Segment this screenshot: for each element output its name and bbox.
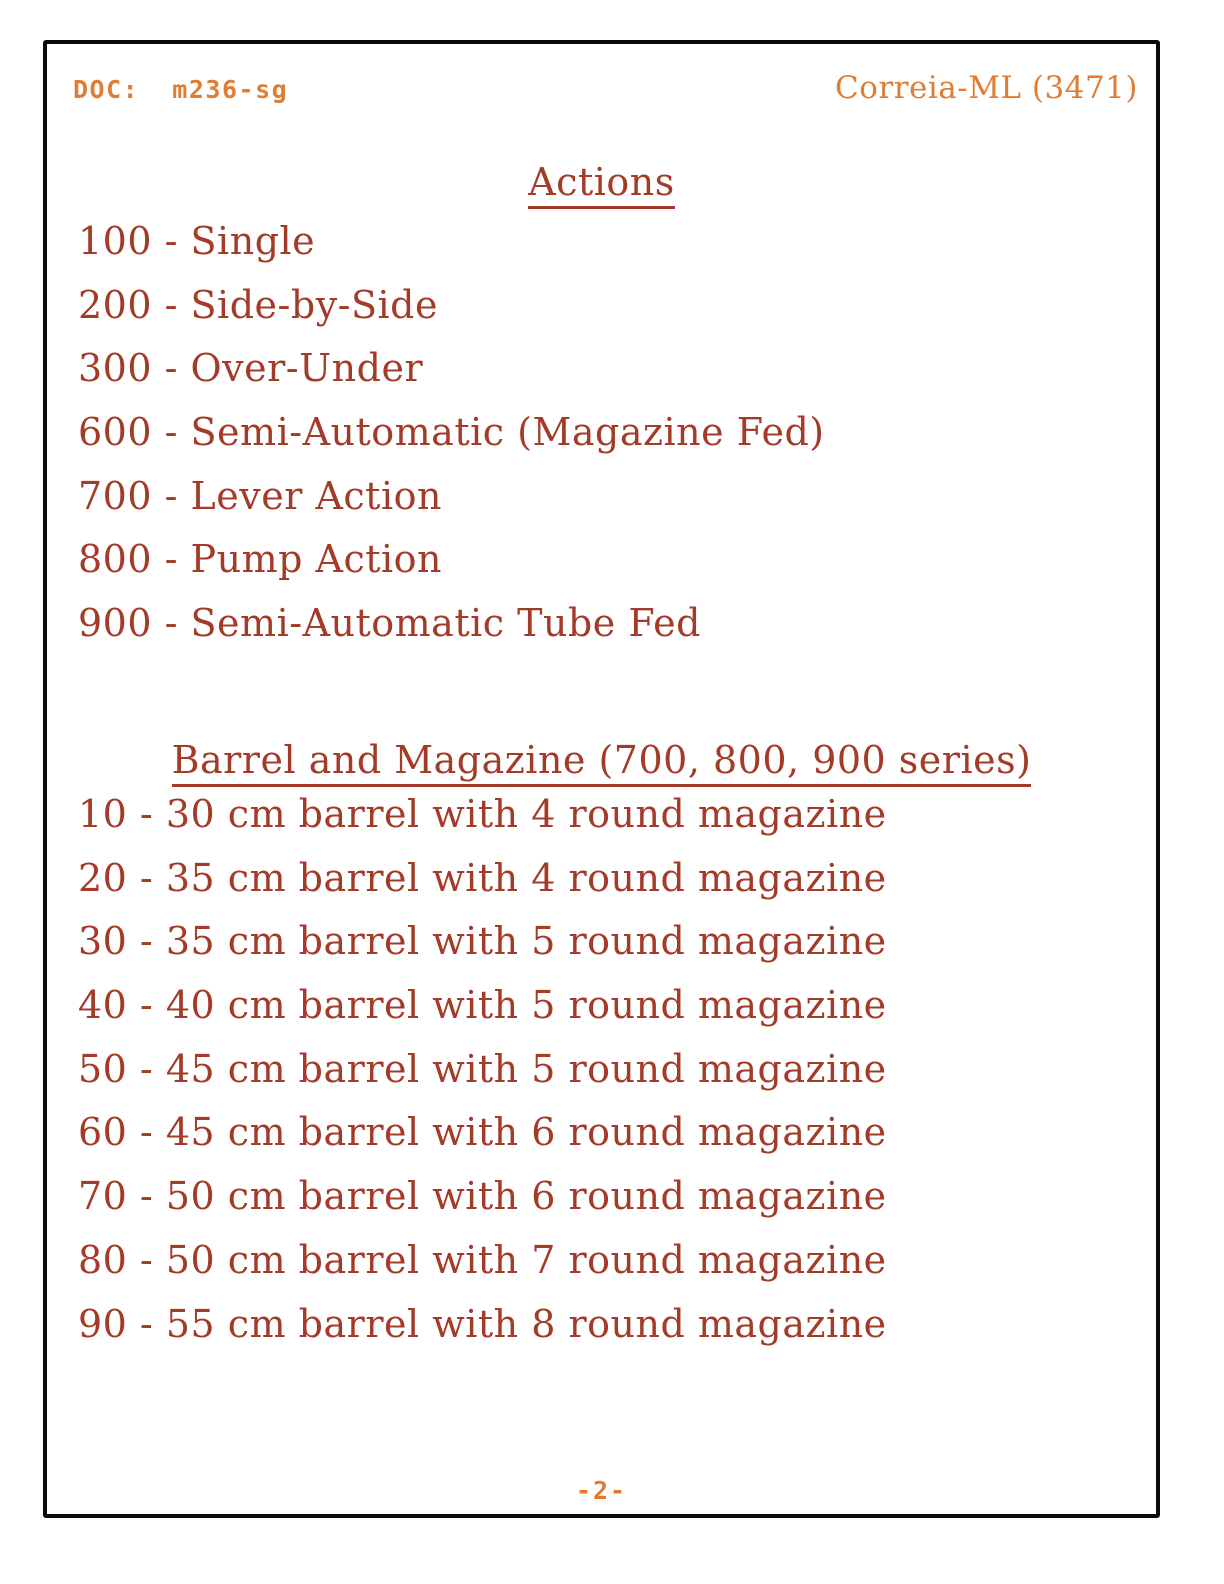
section-title-actions <box>47 160 1156 209</box>
actions-list <box>78 210 1138 656</box>
document-sheet <box>43 40 1160 1518</box>
list-item: 100 - Single <box>78 219 316 263</box>
list-item: 700 - Lever Action <box>78 473 442 518</box>
section-title-barrel-magazine-text: Barrel and Magazine (700, 800, 900 series) <box>172 738 1032 787</box>
section-title-actions-text: Actions <box>528 160 675 209</box>
list-item: 80 - 50 cm barrel with 7 round magazine <box>78 1237 887 1282</box>
doc-id-label: DOC: m236-sg <box>73 75 289 104</box>
list-item: 300 - Over-Under <box>78 346 424 391</box>
document-content <box>47 44 1156 1514</box>
section-title-barrel-magazine <box>47 738 1156 787</box>
list-item: 10 - 30 cm barrel with 4 round magazine <box>78 792 887 836</box>
list-item: 200 - Side-by-Side <box>78 282 438 327</box>
page-number: -2- <box>575 1476 628 1505</box>
list-item: 900 - Semi-Automatic Tube Fed <box>78 601 701 646</box>
page-header <box>73 70 1138 106</box>
header-right-label: Correia-ML (3471) <box>835 70 1138 106</box>
list-item: 70 - 50 cm barrel with 6 round magazine <box>78 1174 887 1219</box>
list-item: 30 - 35 cm barrel with 5 round magazine <box>78 919 887 964</box>
list-item: 800 - Pump Action <box>78 537 443 582</box>
list-item: 60 - 45 cm barrel with 6 round magazine <box>78 1110 887 1155</box>
list-item: 600 - Semi-Automatic (Magazine Fed) <box>78 410 825 455</box>
barrel-magazine-list <box>78 783 1138 1356</box>
list-item: 40 - 40 cm barrel with 5 round magazine <box>78 983 887 1028</box>
list-item: 90 - 55 cm barrel with 8 round magazine <box>78 1301 887 1346</box>
list-item: 50 - 45 cm barrel with 5 round magazine <box>78 1046 887 1091</box>
list-item: 20 - 35 cm barrel with 4 round magazine <box>78 855 887 900</box>
